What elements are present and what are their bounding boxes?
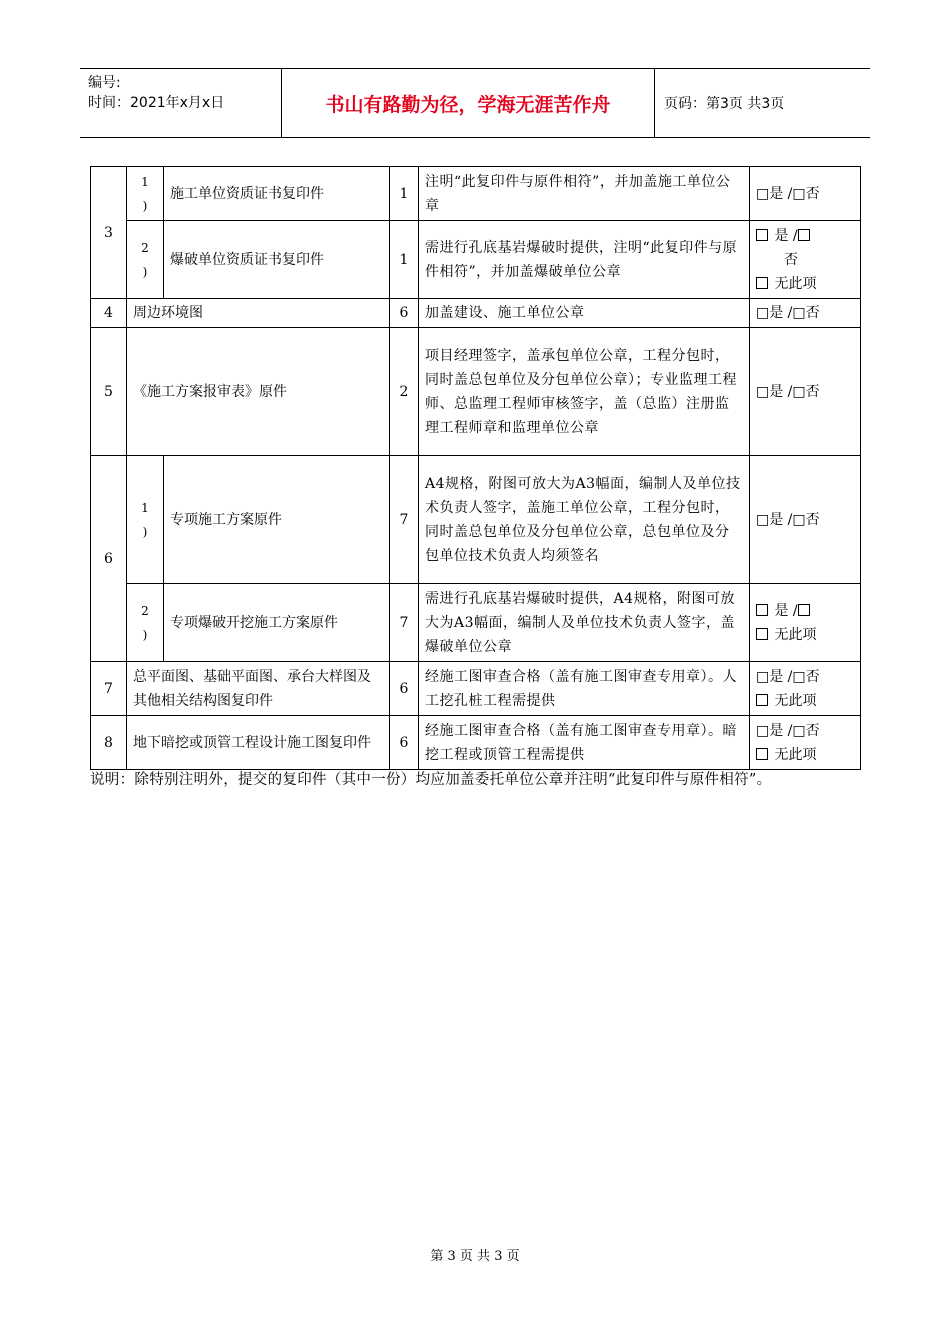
- page-indicator: 页码：第3页 共3页: [664, 96, 785, 112]
- row-number: 6: [91, 456, 127, 662]
- date-label: 时间：2021年x月x日: [88, 95, 225, 111]
- not-applicable-option: 无此项: [774, 626, 817, 643]
- yes-no-choice: [750, 662, 861, 716]
- checkbox-icon[interactable]: [798, 604, 810, 616]
- item-name: 专项爆破开挖施工方案原件: [164, 584, 390, 662]
- checkbox-icon[interactable]: [756, 229, 768, 241]
- checkbox-icon[interactable]: [756, 748, 768, 760]
- sub-number: 2 ): [127, 584, 164, 662]
- row-number: 4: [91, 299, 127, 328]
- yes-option: 是 /: [774, 602, 798, 619]
- checkbox-icon[interactable]: [756, 604, 768, 616]
- table-row: [91, 716, 861, 770]
- copy-count: 6: [390, 716, 419, 770]
- copy-count: 6: [390, 662, 419, 716]
- header-meta: [88, 73, 278, 113]
- header-motto: 书山有路勤为径，学海无涯苦作舟: [281, 69, 655, 137]
- copy-count: 7: [390, 456, 419, 584]
- yes-no-choice: [750, 167, 861, 221]
- sub-number: 1 ): [127, 456, 164, 584]
- row-number: 7: [91, 662, 127, 716]
- yes-no-choice: [750, 299, 861, 328]
- yes-no-choice: [750, 584, 861, 662]
- item-requirement: 经施工图审查合格（盖有施工图审查专用章）。人工挖孔桩工程需提供: [419, 662, 750, 716]
- table-row: [91, 167, 861, 221]
- checkbox-icon[interactable]: [756, 277, 768, 289]
- table-row: [91, 328, 861, 456]
- number-label: 编号:: [88, 75, 121, 91]
- table-row: [91, 662, 861, 716]
- item-requirement: 加盖建设、施工单位公章: [419, 299, 750, 328]
- row-number: 5: [91, 328, 127, 456]
- item-name: 总平面图、基础平面图、承台大样图及其他相关结构图复印件: [127, 662, 390, 716]
- item-requirement: A4规格，附图可放大为A3幅面，编制人及单位技术负责人签字，盖施工单位公章，工程分包时，同时盖总包单位及分包单位公章，总包单位及分包单位技术负责人均须签名: [419, 456, 750, 584]
- item-name: 周边环境图: [127, 299, 390, 328]
- yes-no-option[interactable]: □是 /□否: [756, 383, 820, 400]
- yes-option: 是 /: [774, 227, 798, 244]
- copy-count: 6: [390, 299, 419, 328]
- yes-no-option[interactable]: □是 /□否: [756, 722, 820, 739]
- item-name: 地下暗挖或顶管工程设计施工图复印件: [127, 716, 390, 770]
- table-row: [91, 299, 861, 328]
- checkbox-icon[interactable]: [798, 229, 810, 241]
- not-applicable-option: 无此项: [774, 692, 817, 709]
- item-name: 专项施工方案原件: [164, 456, 390, 584]
- table-row: [91, 456, 861, 584]
- item-requirement: 注明“此复印件与原件相符”，并加盖施工单位公章: [419, 167, 750, 221]
- yes-no-option[interactable]: □是 /□否: [756, 185, 820, 202]
- sub-number: 2 ): [127, 221, 164, 299]
- yes-no-option[interactable]: □是 /□否: [756, 305, 820, 321]
- row-number: 8: [91, 716, 127, 770]
- yes-no-choice: [750, 221, 861, 299]
- not-applicable-option: 无此项: [774, 746, 817, 763]
- document-checklist-table: [90, 166, 861, 770]
- page-header: [80, 68, 870, 138]
- copy-count: 1: [390, 167, 419, 221]
- row-number: 3: [91, 167, 127, 299]
- item-requirement: 项目经理签字，盖承包单位公章，工程分包时，同时盖总包单位及分包单位公章）；专业监理工程师、总监理工程师审核签字，盖（总监）注册监理工程师章和监理单位公章: [419, 328, 750, 456]
- item-name: 施工单位资质证书复印件: [164, 167, 390, 221]
- item-requirement: 需进行孔底基岩爆破时提供，注明“此复印件与原件相符”，并加盖爆破单位公章: [419, 221, 750, 299]
- item-requirement: 需进行孔底基岩爆破时提供，A4规格，附图可放大为A3幅面，编制人及单位技术负责人签字，盖爆破单位公章: [419, 584, 750, 662]
- copy-count: 7: [390, 584, 419, 662]
- no-option: 否: [784, 251, 798, 268]
- sub-number: 1 ): [127, 167, 164, 221]
- item-requirement: 经施工图审查合格（盖有施工图审查专用章）。暗挖工程或顶管工程需提供: [419, 716, 750, 770]
- item-name: 《施工方案报审表》原件: [127, 328, 390, 456]
- page-footer: 第 3 页 共 3 页: [430, 1249, 520, 1264]
- yes-no-option[interactable]: □是 /□否: [756, 668, 820, 685]
- copy-count: 1: [390, 221, 419, 299]
- copy-count: 2: [390, 328, 419, 456]
- checkbox-icon[interactable]: [756, 628, 768, 640]
- not-applicable-option: 无此项: [774, 275, 817, 292]
- table-row: [91, 221, 861, 299]
- item-name: 爆破单位资质证书复印件: [164, 221, 390, 299]
- table-row: [91, 584, 861, 662]
- yes-no-choice: [750, 716, 861, 770]
- yes-no-choice: [750, 456, 861, 584]
- yes-no-choice: [750, 328, 861, 456]
- yes-no-option[interactable]: □是 /□否: [756, 511, 820, 528]
- checkbox-icon[interactable]: [756, 694, 768, 706]
- table-note: 说明：除特别注明外，提交的复印件（其中一份）均应加盖委托单位公章并注明“此复印件与原件相符”。: [90, 772, 772, 788]
